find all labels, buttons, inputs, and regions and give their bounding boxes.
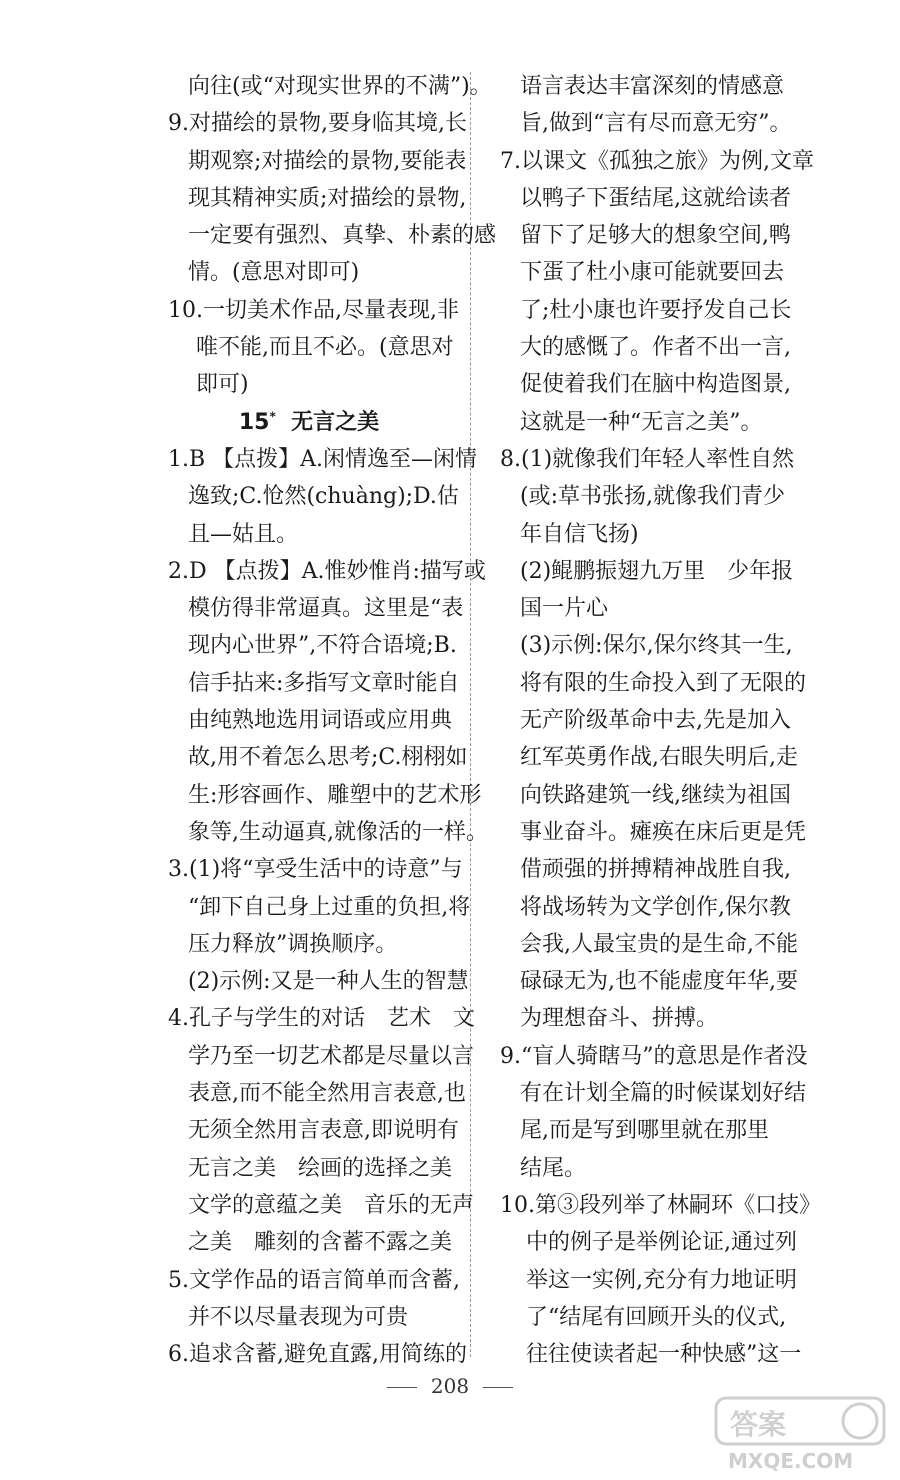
text-line: 8.(1)就像我们年轻人率性自然 (500, 446, 795, 472)
heading-title: 无言之美 (291, 409, 380, 435)
text-line: 现其精神实质;对描绘的景物, (188, 185, 467, 211)
left-column (168, 68, 497, 1373)
text-line: 了;杜小康也许要抒发自己长 (520, 297, 792, 323)
column-divider (470, 72, 471, 1357)
text-line: 学乃至一切艺术都是尽量以言 (188, 1043, 475, 1069)
text-line: 借顽强的拼搏精神战胜自我, (520, 857, 791, 883)
text-line: 有在计划全篇的时候谋划好结 (520, 1081, 807, 1107)
text-line: 旨,做到“言有尽而意无穷”。 (520, 111, 792, 137)
text-line: (3)示例:保尔,保尔终其一生, (520, 633, 793, 659)
text-line: 事业奋斗。瘫痪在床后更是凭 (520, 819, 807, 845)
text-line: 为理想奋斗、拼搏。 (520, 1006, 719, 1032)
text-line: 6.追求含蓄,避免直露,用简练的 (168, 1342, 467, 1368)
text-line: 逸致;C.怆然(chuàng);D.估 (188, 484, 459, 510)
text-line: 1.B 【点拨】A.闲情逸至—闲情 (168, 446, 478, 472)
svg-text:MXQE.COM: MXQE.COM (728, 1449, 854, 1473)
text-line: 5.文学作品的语言简单而含蓄, (168, 1267, 460, 1293)
text-line: (或:草书张扬,就像我们青少 (520, 484, 785, 510)
text-line: 年自信飞扬) (520, 521, 639, 547)
dash-left (387, 1387, 417, 1388)
text-line: 将战场转为文学创作,保尔教 (520, 894, 791, 920)
text-line: 以鸭子下蛋结尾,这就给读者 (520, 185, 791, 211)
text-line: 即可) (196, 372, 249, 398)
text-line: 无产阶级革命中去,先是加入 (520, 708, 791, 734)
page-number-text: 208 (430, 1374, 470, 1398)
heading-number: 15 (238, 409, 270, 435)
text-line: 结尾。 (520, 1155, 587, 1181)
text-line: 10.第③段列举了林嗣环《口技》 (500, 1192, 821, 1218)
text-line: 9.“盲人骑瞎马”的意思是作者没 (500, 1043, 808, 1069)
text-line: 现内心世界”,不符合语境;B. (188, 633, 457, 659)
text-line: 下蛋了杜小康可能就要回去 (520, 260, 785, 286)
text-line: 中的例子是举例论证,通过列 (526, 1230, 797, 1256)
text-line: 无须全然用言表意,即说明有 (188, 1118, 459, 1144)
text-line: 压力释放”调换顺序。 (188, 931, 398, 957)
text-line: (2)示例:又是一种人生的智慧 (188, 969, 469, 995)
text-line: 信手拈来:多指写文章时能自 (188, 670, 460, 696)
text-line: 无言之美 绘画的选择之美 (188, 1155, 453, 1181)
text-line: 一定要有强烈、真挚、朴素的感 (188, 223, 497, 249)
text-line: 之美 雕刻的含蓄不露之美 (188, 1230, 453, 1256)
text-line: 9.对描绘的景物,要身临其境,长 (168, 111, 467, 137)
text-line: 语言表达丰富深刻的情感意 (520, 74, 785, 99)
text-line: 生:形容画作、雕塑中的艺术形 (188, 782, 482, 808)
text-line: (2)鲲鹏振翅九万里 少年报 (520, 558, 794, 584)
text-line: 红军英勇作战,右眼失明后,走 (520, 745, 798, 771)
text-line: 4.孔子与学生的对话 艺术 文 (168, 1006, 475, 1032)
text-line: 表意,而不能全然用言表意,也 (188, 1081, 466, 1107)
text-line: 情。(意思对即可) (188, 260, 360, 286)
text-line: 促使着我们在脑中构造图景, (520, 372, 791, 398)
text-line: 大的感慨了。作者不出一言, (520, 335, 791, 361)
text-line: 碌碌无为,也不能虚度年华,要 (520, 969, 798, 995)
text-line: 往往使读者起一种快感”这一 (526, 1342, 802, 1368)
text-line: 并不以尽量表现为可贵 (188, 1304, 409, 1330)
dash-right (483, 1387, 513, 1388)
text-line: 且—姑且。 (188, 521, 299, 547)
text-line: 国一片心 (520, 596, 609, 622)
watermark-logo (710, 1392, 890, 1474)
heading-mark: * (269, 409, 276, 424)
text-line: 模仿得非常逼真。这里是“表 (188, 596, 464, 622)
text-line: 了“结尾有回顾开头的仪式, (526, 1304, 787, 1330)
text-line: 象等,生动逼真,就像活的一样。 (188, 819, 488, 845)
section-heading (168, 404, 450, 441)
text-line: 故,用不着怎么思考;C.栩栩如 (188, 745, 468, 771)
text-line: 2.D 【点拨】A.惟妙惟肖:描写或 (168, 558, 486, 584)
text-line: 文学的意蕴之美 音乐的无声 (188, 1192, 475, 1218)
text-line: 由纯熟地选用词语或应用典 (188, 708, 453, 734)
text-line: 向往(或“对现实世界的不满”)。 (188, 74, 492, 99)
text-line: 唯不能,而且不必。(意思对 (196, 335, 454, 361)
text-line: 这就是一种“无言之美”。 (520, 409, 763, 435)
text-line: 将有限的生命投入到了无限的 (520, 670, 807, 696)
right-column (500, 68, 821, 1373)
text-line: 7.以课文《孤独之旅》为例,文章 (500, 148, 814, 174)
text-line: 会我,人最宝贵的是生命,不能 (520, 931, 798, 957)
text-line: 期观察;对描绘的景物,要能表 (188, 148, 467, 174)
text-line: 向铁路建筑一线,继续为祖国 (520, 782, 791, 808)
text-line: 尾,而是写到哪里就在那里 (520, 1118, 769, 1144)
text-line: 10.一切美术作品,尽量表现,非 (168, 297, 459, 323)
text-line: 3.(1)将“享受生活中的诗意”与 (168, 857, 463, 883)
text-line: 留下了足够大的想象空间,鸭 (520, 223, 791, 249)
text-line: “卸下自己身上过重的负担,将 (188, 894, 471, 920)
svg-text:答案: 答案 (730, 1408, 787, 1441)
text-line: 举这一实例,充分有力地证明 (526, 1267, 797, 1293)
